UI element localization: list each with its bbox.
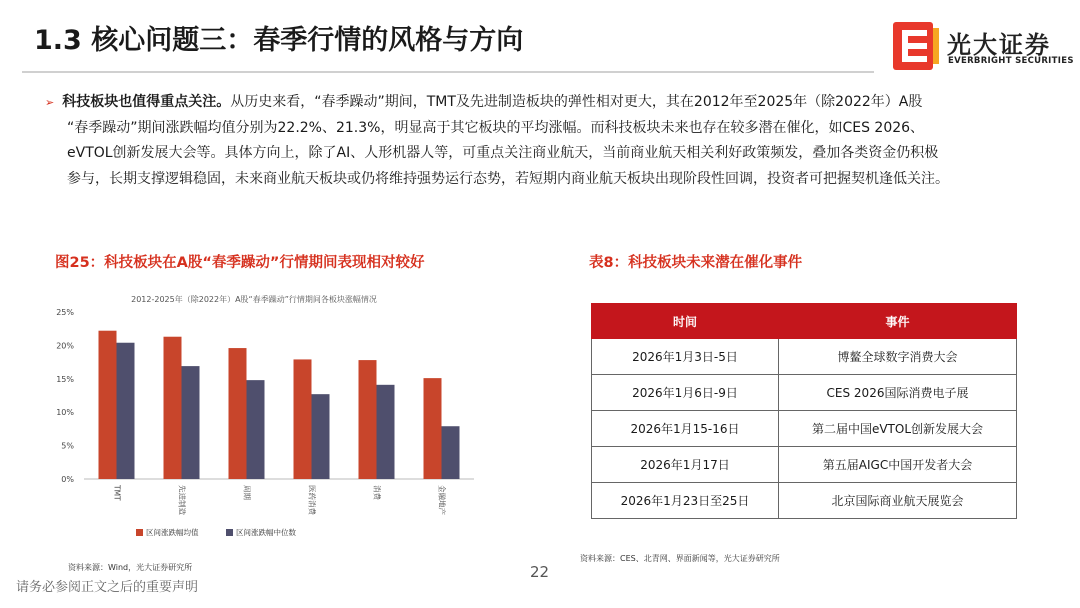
table-row: [592, 411, 1017, 447]
bar-mean: [99, 331, 117, 479]
table-source: 资料来源：CES、北青网、界面新闻等，光大证券研究所: [580, 554, 780, 563]
bar-mean: [359, 360, 377, 479]
table-cell-event: 第二届中国eVTOL创新发展大会: [779, 411, 1017, 447]
page-title: 1.3 核心问题三：春季行情的风格与方向: [34, 25, 524, 56]
everbright-logo: [893, 22, 1074, 70]
y-tick-label: 25%: [56, 308, 74, 317]
x-tick-label: 周期: [242, 485, 252, 500]
chart-title: 2012-2025年（除2022年）A股“春季躁动”行情期间各板块涨幅情况: [131, 295, 377, 304]
bar-median: [117, 343, 135, 479]
legend-swatch: [136, 529, 143, 536]
x-tick-label: TMT: [112, 485, 122, 501]
y-tick-label: 15%: [56, 374, 74, 384]
table-header-time: 时间: [592, 304, 779, 339]
bullet-arrow-icon: ➢: [45, 96, 55, 109]
bar-chart: [44, 286, 484, 556]
logo-english-name: EVERBRIGHT SECURITIES: [948, 56, 1074, 66]
page-number: 22: [530, 563, 550, 581]
bar-median: [312, 394, 330, 479]
paragraph-line-3: eVTOL创新发展大会等。具体方向上，除了AI、人形机器人等，可重点关注商业航天，当前商业航天相关利好政策频发，叠加各类资金仍积极: [67, 145, 939, 161]
legend-label: 区间涨跌幅中位数: [236, 528, 296, 537]
everbright-logo-icon: [893, 22, 939, 70]
table-header-row: [592, 304, 1017, 339]
x-tick-label: 医药消费: [307, 485, 317, 515]
bar-median: [182, 366, 200, 479]
table-header-event: 事件: [779, 304, 1017, 339]
table-row: [592, 339, 1017, 375]
bar-mean: [229, 348, 247, 479]
bar-median: [247, 380, 265, 479]
y-tick-label: 20%: [56, 341, 74, 351]
bar-mean: [164, 337, 182, 479]
y-tick-label: 10%: [56, 408, 74, 418]
table-cell-event: 第五届AIGC中国开发者大会: [779, 447, 1017, 483]
table-row: [592, 483, 1017, 519]
table-cell-time: 2026年1月17日: [592, 447, 779, 483]
table-row: [592, 375, 1017, 411]
table-row: [592, 447, 1017, 483]
title-divider: [22, 71, 874, 73]
bar-median: [377, 385, 395, 479]
paragraph-line-2: “春季躁动”期间涨跌幅均值分别为22.2%、21.3%，明显高于其它板块的平均涨幅。而科技板块未来也存在较多潜在催化，如CES 2026、: [67, 119, 925, 136]
table-cell-event: 北京国际商业航天展览会: [779, 483, 1017, 519]
paragraph-line-4: 参与，长期支撑逻辑稳固，未来商业航天板块或仍将维持强势运行态势，若短期内商业航天板块出现阶段性回调，投资者可把握契机逢低关注。: [67, 170, 949, 187]
table-cell-event: 博鳌全球数字消费大会: [779, 339, 1017, 375]
bar-median: [442, 426, 460, 479]
paragraph-line-1: [45, 90, 1055, 116]
table-cell-time: 2026年1月23日至25日: [592, 483, 779, 519]
x-tick-label: 金融地产: [437, 485, 447, 515]
table-cell-time: 2026年1月6日-9日: [592, 375, 779, 411]
legend-swatch: [226, 529, 233, 536]
paragraph-lead: 科技板块也值得重点关注。: [62, 94, 231, 110]
figure-title: 图25：科技板块在A股“春季躁动”行情期间表现相对较好: [55, 255, 425, 271]
table-title: 表8：科技板块未来潜在催化事件: [589, 255, 803, 271]
paragraph-text-1: 从历史来看，“春季躁动”期间，TMT及先进制造板块的弹性相对更大，其在2012年至2025年（除2022年）A股: [230, 94, 923, 110]
bar-mean: [424, 378, 442, 479]
y-tick-label: 0%: [61, 475, 74, 484]
table-cell-event: CES 2026国际消费电子展: [779, 375, 1017, 411]
table-cell-time: 2026年1月3日-5日: [592, 339, 779, 375]
x-tick-label: 先进制造: [177, 485, 187, 515]
logo-chinese-name: 光大证券: [947, 31, 1051, 59]
catalyst-events-table: [591, 303, 1017, 519]
figure-source: 资料来源：Wind，光大证券研究所: [68, 563, 193, 572]
y-tick-label: 5%: [61, 441, 74, 451]
table-cell-time: 2026年1月15-16日: [592, 411, 779, 447]
x-tick-label: 消费: [372, 485, 382, 500]
disclaimer-text: 请务必参阅正文之后的重要声明: [16, 580, 199, 595]
bar-mean: [294, 359, 312, 479]
legend-label: 区间涨跌幅均值: [146, 528, 199, 537]
body-paragraph: [45, 90, 1055, 192]
